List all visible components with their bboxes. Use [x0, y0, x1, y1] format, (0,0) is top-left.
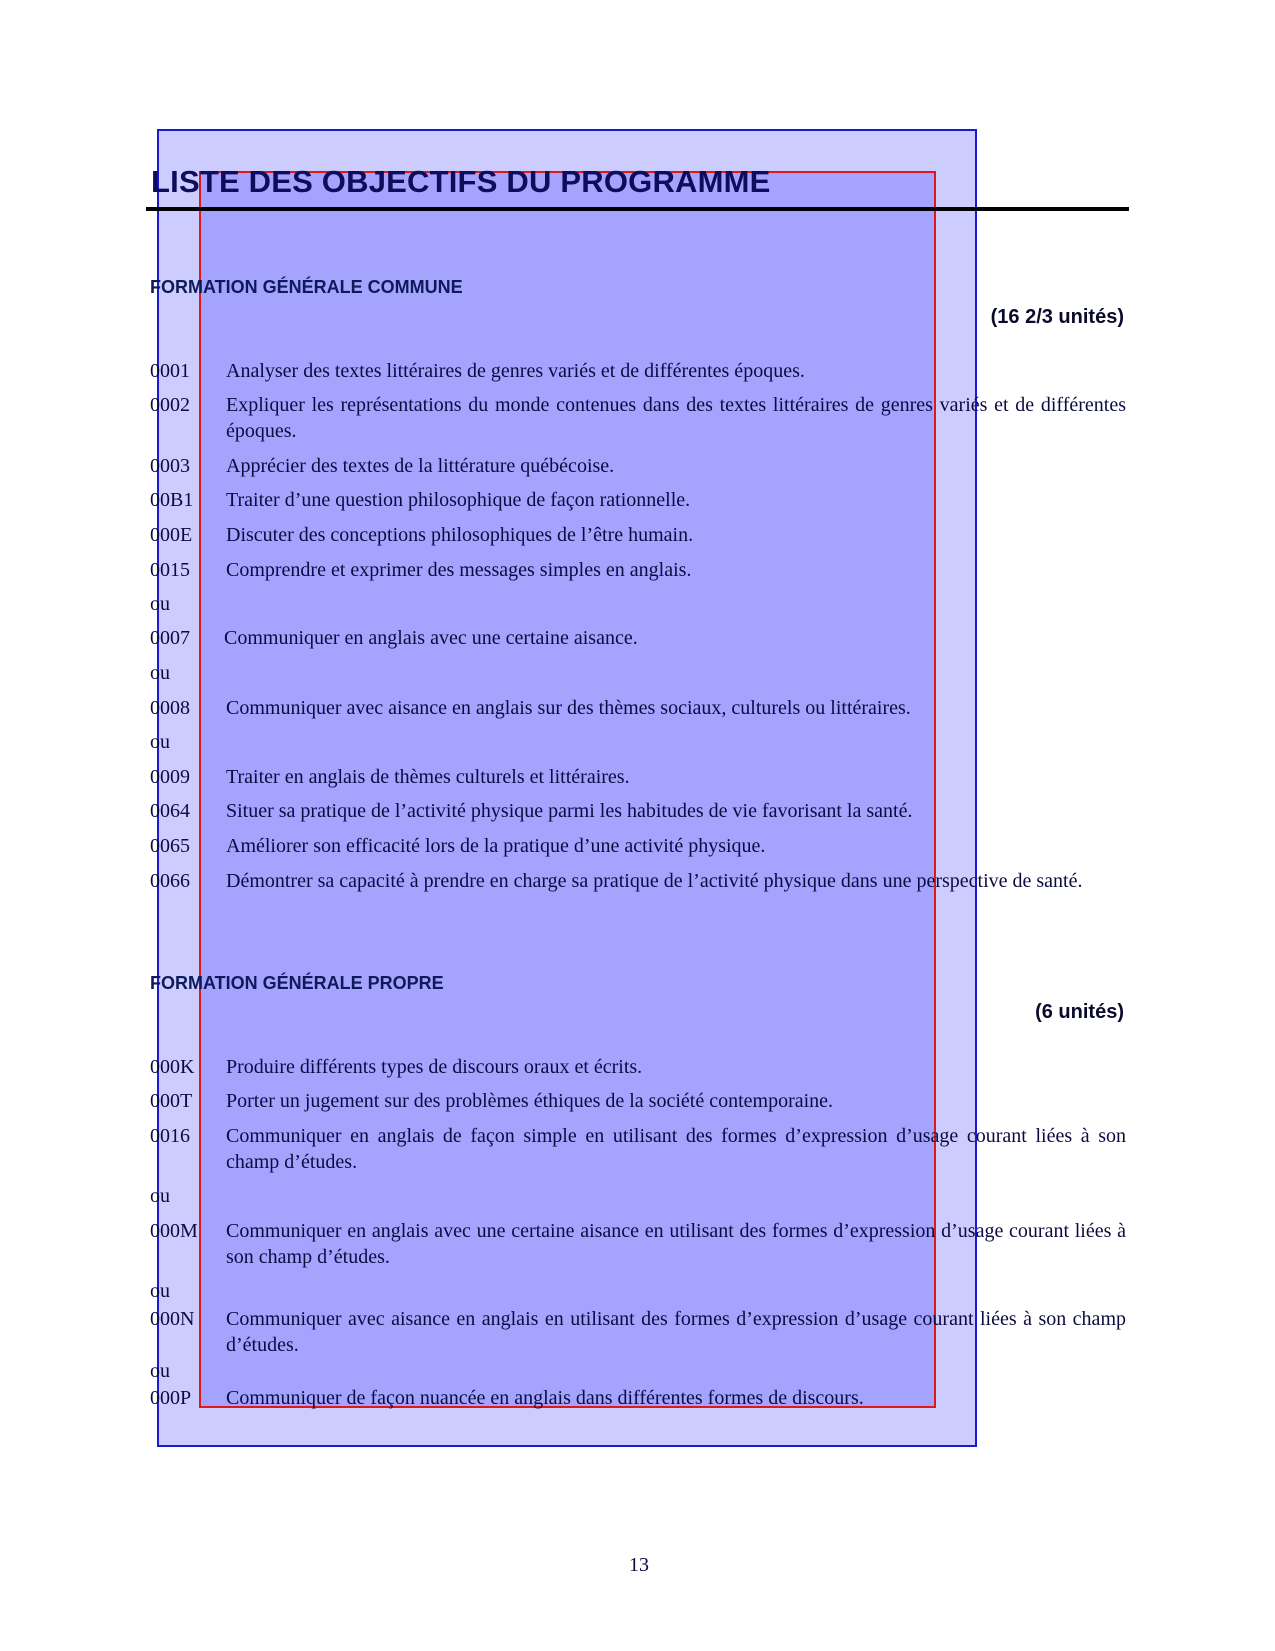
objective-text: Analyser des textes littéraires de genres variés et de différentes époques. [226, 360, 805, 382]
objective-text: Discuter des conceptions philosophiques de l’être humain. [226, 524, 694, 546]
objective-text: Communiquer de façon nuancée en anglais dans différentes formes de discours. [226, 1387, 864, 1409]
objective-text: Traiter en anglais de thèmes culturels et littéraires. [226, 766, 630, 788]
objective-code: 0015 [150, 559, 190, 581]
objective-text: Expliquer les représentations du monde contenues dans des textes littéraires de genres variés et de différentes époques. [226, 394, 1126, 442]
objective-code: 0001 [150, 360, 190, 382]
units-propre: (6 unités) [1035, 1001, 1124, 1023]
objective-text: Communiquer en anglais de façon simple en utilisant des formes d’expression d’usage courant liées à son champ d’études. [226, 1125, 1126, 1173]
objective-text: Communiquer en anglais avec une certaine aisance en utilisant des formes d’expression d’usage courant liées à son champ d’études. [226, 1220, 1126, 1268]
objective-code: 0009 [150, 766, 190, 788]
or-separator: ou [150, 1360, 170, 1382]
page-number: 13 [629, 1554, 649, 1576]
objective-text: Situer sa pratique de l’activité physique parmi les habitudes de vie favorisant la santé. [226, 800, 913, 822]
objective-code: 0016 [150, 1125, 190, 1147]
objective-code: 0064 [150, 800, 190, 822]
or-separator: ou [150, 662, 170, 684]
objective-code: 0066 [150, 870, 190, 892]
objective-code: 000N [150, 1308, 195, 1330]
objective-code: 000T [150, 1090, 193, 1112]
objective-code: 000M [150, 1220, 198, 1242]
objective-code: 000E [150, 524, 193, 546]
objective-text: Communiquer avec aisance en anglais en utilisant des formes d’expression d’usage courant liées à son champ d’études. [226, 1308, 1126, 1356]
objective-code: 0003 [150, 455, 190, 477]
title-divider [146, 207, 1129, 211]
objective-text: Porter un jugement sur des problèmes éthiques de la société contemporaine. [226, 1090, 834, 1112]
page-title: LISTE DES OBJECTIFS DU PROGRAMME [151, 164, 771, 199]
objective-text: Produire différents types de discours oraux et écrits. [226, 1056, 643, 1078]
objective-text: Traiter d’une question philosophique de façon rationnelle. [226, 489, 691, 511]
objective-text: Communiquer en anglais avec une certaine aisance. [224, 627, 638, 649]
section-heading-commune: FORMATION GÉNÉRALE COMMUNE [150, 277, 463, 297]
objective-code: 000P [150, 1387, 192, 1409]
objective-text: Comprendre et exprimer des messages simples en anglais. [226, 559, 692, 581]
section-heading-propre: FORMATION GÉNÉRALE PROPRE [150, 973, 444, 993]
objective-text: Communiquer avec aisance en anglais sur des thèmes sociaux, culturels ou littéraires. [226, 697, 911, 719]
or-separator: ou [150, 1185, 170, 1207]
objective-text: Améliorer son efficacité lors de la pratique d’une activité physique. [226, 835, 766, 857]
objective-code: 0007 [150, 627, 190, 649]
or-separator: ou [150, 593, 170, 615]
or-separator: ou [150, 1280, 170, 1302]
objective-text: Apprécier des textes de la littérature québécoise. [226, 455, 615, 477]
objective-code: 0065 [150, 835, 190, 857]
units-commune: (16 2/3 unités) [990, 306, 1124, 328]
objective-code: 00B1 [150, 489, 194, 511]
objective-code: 000K [150, 1056, 195, 1078]
objective-code: 0002 [150, 394, 190, 416]
or-separator: ou [150, 731, 170, 753]
objective-code: 0008 [150, 697, 190, 719]
objective-text: Démontrer sa capacité à prendre en charge sa pratique de l’activité physique dans une perspective de santé. [226, 870, 1083, 892]
